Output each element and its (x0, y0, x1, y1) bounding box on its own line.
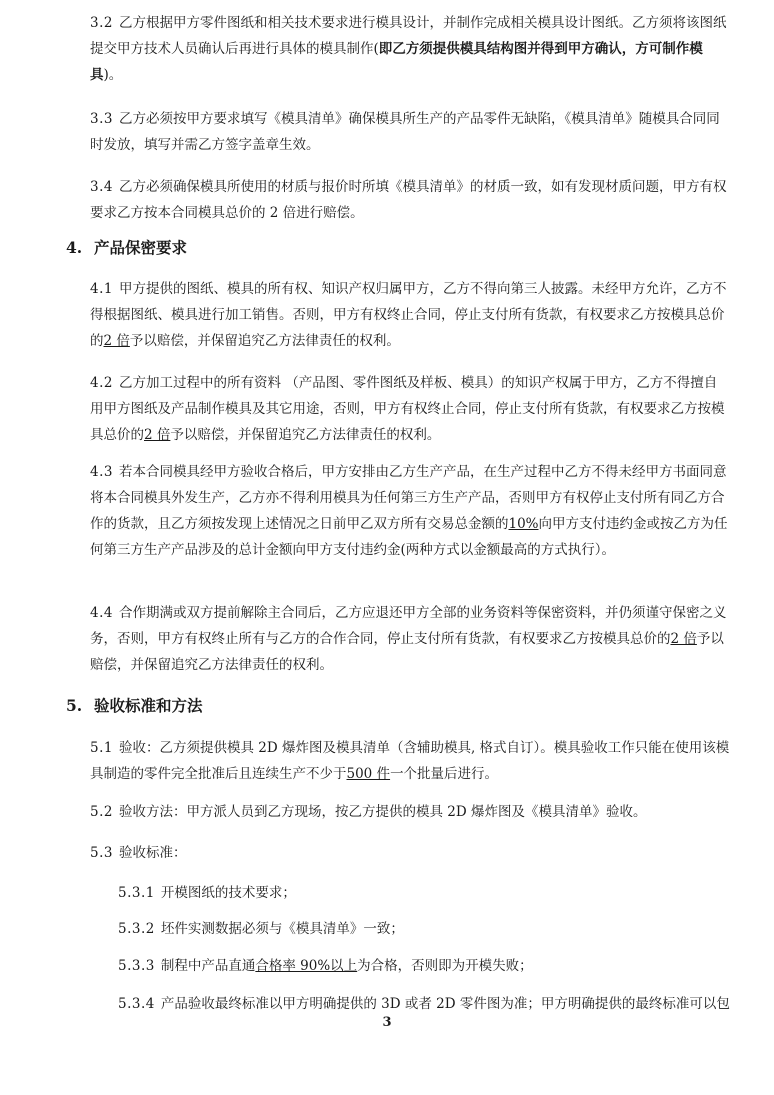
clause-number: 3.2 (90, 15, 113, 31)
clause-5-3-4 (118, 991, 730, 1017)
clause-5-3-1 (118, 880, 730, 906)
clause-number: 5.1 (90, 740, 113, 756)
underlined-value: 2 倍 (103, 333, 130, 349)
clause-number: 3.4 (90, 179, 113, 195)
clause-text: 乙方加工过程中的所有资料 （产品图、零件图纸及样板、模具）的知识产权属于甲方，乙方不得擅自用甲方图纸及产品制作模具及其它用途，否则，甲方有权终止合同，停止支付所有货款，有权要求乙方按模具总价的 (90, 375, 725, 443)
clause-5-3-3 (118, 953, 730, 979)
clause-text: 乙方必须按甲方要求填写《模具清单》确保模具所生产的产品零件无缺陷，《模具清单》随模具合同同时发放，填写并需乙方签字盖章生效。 (90, 111, 720, 153)
clause-number: 5.3.3 (118, 958, 155, 974)
clause-text: 乙方必须确保模具所使用的材质与报价时所填《模具清单》的材质一致，如有发现材质问题，甲方有权要求乙方按本合同模具总价的 2 倍进行赔偿。 (90, 179, 727, 221)
clause-number: 5.3.1 (118, 885, 155, 901)
clause-text: 合作期满或双方提前解除主合同后，乙方应退还甲方全部的业务资料等保密资料，并仍须谨守保密之义务，否则，甲方有权终止所有与乙方的合作合同，停止支付所有货款，有权要求乙方按模具总价的 (90, 605, 727, 647)
underlined-value: 合格率 90%以上 (255, 958, 358, 974)
clause-text: 制程中产品直通 (160, 958, 256, 974)
underlined-value: 10% (508, 516, 539, 532)
clause-number: 5.3.4 (118, 996, 155, 1012)
clause-5-2 (90, 799, 730, 825)
clause-text: 开模图纸的技术要求； (160, 885, 296, 901)
clause-3-3 (90, 106, 730, 158)
clause-text-end: )。 (103, 67, 123, 83)
section-number: 4. (66, 238, 83, 257)
clause-number: 5.3 (90, 845, 113, 861)
clause-text-end: 为合格，否则即为开模失败； (357, 958, 533, 974)
clause-4-1 (90, 276, 730, 354)
clause-text: 验收标准： (118, 845, 187, 861)
clause-number: 5.3.2 (118, 921, 155, 937)
clause-text-end: 予以赔偿，并保留追究乙方法律责任的权利。 (170, 427, 441, 443)
clause-number: 4.3 (90, 464, 113, 480)
clause-5-3 (90, 840, 730, 866)
clause-text: 甲方提供的图纸、模具的所有权、知识产权归属甲方，乙方不得向第三人披露。未经甲方允许，乙方不得根据图纸、模具进行加工销售。否则，甲方有权终止合同，停止支付所有货款，有权要求乙方按模具总价的 (90, 281, 727, 349)
clause-5-1 (90, 735, 730, 787)
section-4-heading (66, 235, 187, 261)
clause-number: 4.1 (90, 281, 113, 297)
clause-3-4 (90, 174, 730, 226)
clause-4-3 (90, 459, 730, 563)
clause-text: 验收方法：甲方派人员到乙方现场，按乙方提供的模具 2D 爆炸图及《模具清单》验收。 (118, 804, 647, 820)
clause-bold-text: 即乙方须提供模具结构图并得到甲方确认，方可制作模具 (90, 41, 703, 83)
clause-text-end: 一个批量后进行。 (390, 766, 499, 782)
clause-text: 乙方根据甲方零件图纸和相关技术要求进行模具设计，并制作完成相关模具设计图纸。乙方须将该图纸提交甲方技术人员确认后再进行具体的模具制作( (90, 15, 727, 57)
section-title: 产品保密要求 (94, 238, 188, 257)
clause-number: 4.4 (90, 605, 113, 621)
section-number: 5. (66, 696, 83, 715)
underlined-value: 2 倍 (670, 631, 697, 647)
clause-4-4 (90, 600, 730, 678)
underlined-value: 2 倍 (144, 427, 171, 443)
clause-text: 若本合同模具经甲方验收合格后，甲方安排由乙方生产产品，在生产过程中乙方不得未经甲方书面同意将本合同模具外发生产，乙方亦不得利用模具为任何第三方生产产品，否则甲方有权停止支付所有同乙方合作的货款，且乙方须按发现上述情况之日前甲乙双方所有交易总金额的 (90, 464, 727, 532)
underlined-value: 500 件 (346, 766, 391, 782)
clause-text: 产品验收最终标准以甲方明确提供的 3D 或者 2D 零件图为准；甲方明确提供的最终标准可以包 (160, 996, 730, 1012)
clause-number: 3.3 (90, 111, 113, 127)
clause-5-3-2 (118, 916, 730, 942)
clause-text-end: 予以赔偿，并保留追究乙方法律责任的权利。 (129, 333, 400, 349)
clause-text: 验收：乙方须提供模具 2D 爆炸图及模具清单（含辅助模具, 格式自订）。模具验收工作只能在使用该模具制造的零件完全批准后且连续生产不少于 (90, 740, 730, 782)
clause-text-end: 予以赔偿，并保留追究乙方法律责任的权利。 (90, 631, 724, 673)
clause-text: 坯件实测数据必须与《模具清单》一致； (160, 921, 404, 937)
section-title: 验收标准和方法 (94, 696, 203, 715)
clause-number: 4.2 (90, 375, 113, 391)
section-5-heading (66, 693, 203, 719)
clause-4-2 (90, 370, 730, 448)
clause-text-end: 向甲方支付违约金或按乙方为任何第三方生产产品涉及的总计金额向甲方支付违约金(两种方式以金额最高的方式执行）。 (90, 516, 728, 558)
clause-3-2 (90, 10, 730, 88)
clause-number: 5.2 (90, 804, 113, 820)
page-number: 3 (382, 1015, 392, 1030)
